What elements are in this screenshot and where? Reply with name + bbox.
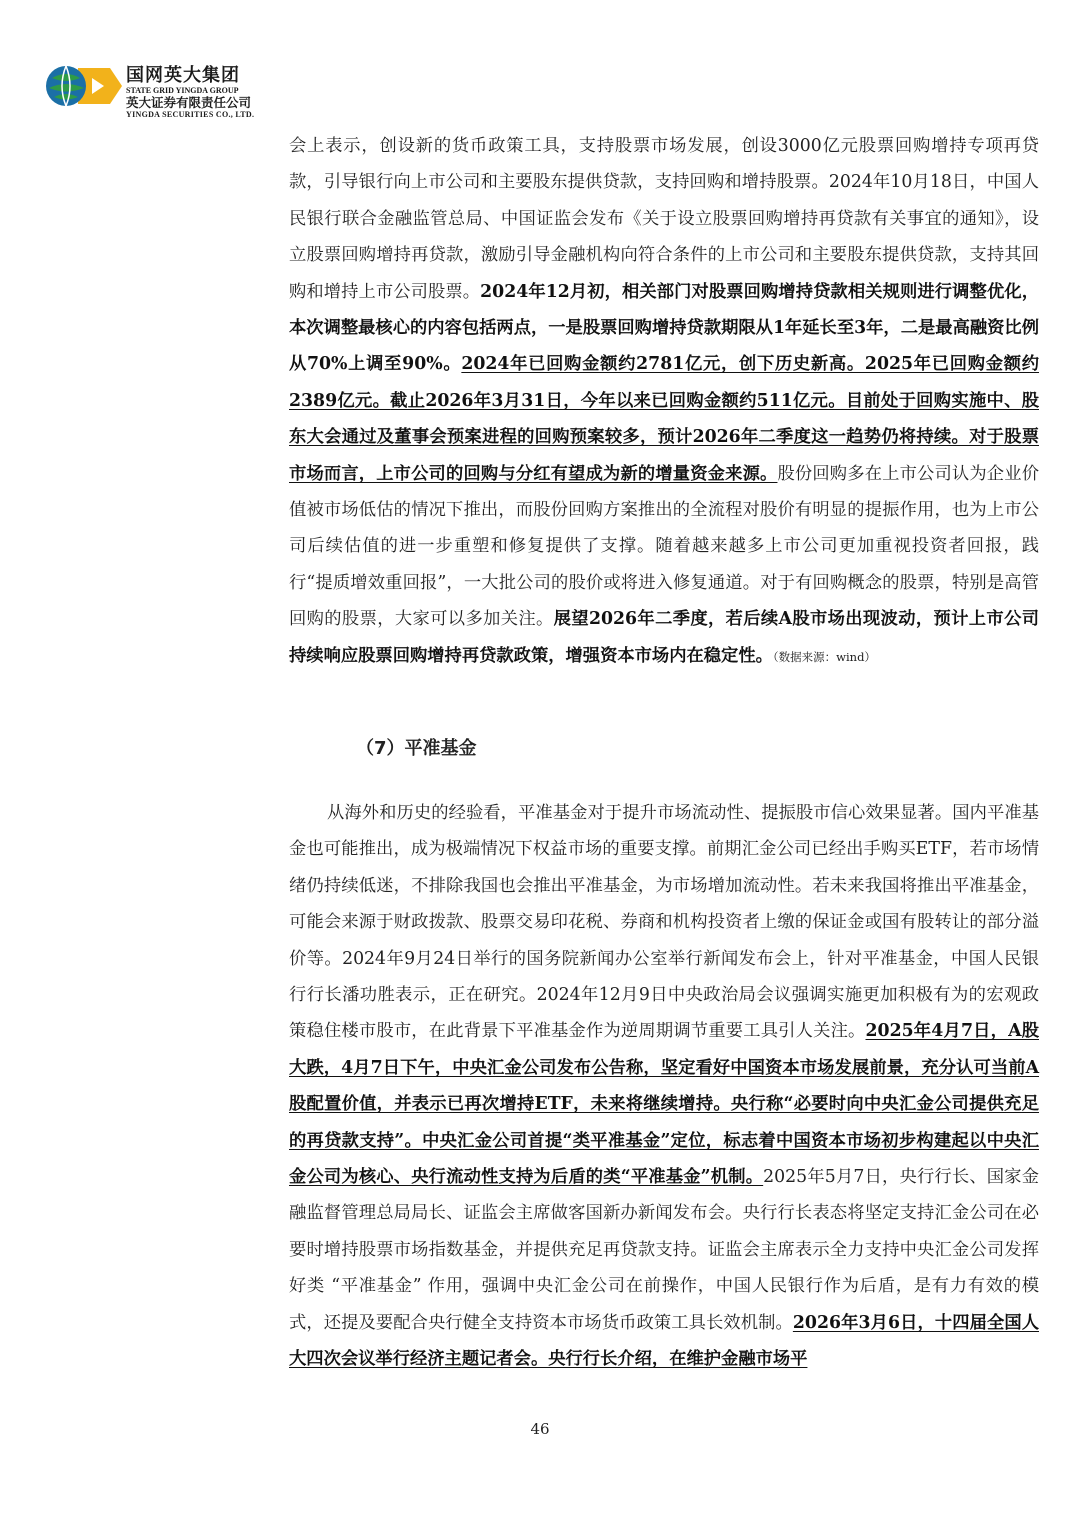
- globe-arrow-logo-icon: [44, 64, 124, 108]
- section-heading: （7）平准基金: [356, 738, 477, 759]
- bold-underlined-text: 2026年3月6日，十四届全国人大四次会议举行经济主题记者会。央行行长介绍，在维护金融市场平: [289, 1312, 1039, 1370]
- company-name-cn: 国网英大集团: [126, 65, 240, 86]
- data-source-note: （数据来源：wind）: [772, 649, 876, 664]
- text-span: 会上表示，创设新的货币政策工具，支持股票市场发展，创设3000亿元股票回购增持专项再贷款，引导银行向上市公司和主要股东提供贷款，支持回购和增持股票。2024年10月18日，中国人民银行联合金融监管总局、中国证监会发布《关于设立股票回购增持再贷款有关事宜的通知》，设立股票回购增持再贷款，激励引导金融机构向符合条件的上市公司和主要股东提供贷款，支持其回购和增持上市公司股票。: [289, 136, 1039, 302]
- company-logo: [44, 64, 304, 126]
- company-name-en: STATE GRID YINGDA GROUP: [126, 86, 239, 95]
- bold-text: 展望2026年二季度，若后续A股市场出现波动，预计上市公司持续响应股票回购增持再贷款政策，增强资本市场内在稳定性。: [289, 609, 1039, 666]
- body-content: [289, 128, 1039, 675]
- bold-text: 2024年12月初，相关部门对股票回购增持贷款相关规则进行调整优化，本次调整最核心的内容包括两点，一是股票回购增持贷款期限从1年延长至3年，二是最高融资比例从70%上调至90%。: [289, 281, 1039, 375]
- paragraph-stabilization-fund: [289, 795, 1039, 1378]
- paragraph-buyback: [289, 128, 1039, 675]
- text-span: 股份回购多在上市公司认为企业价值被市场低估的情况下推出，而股份回购方案推出的全流程对股价有明显的提振作用，也为上市公司后续估值的进一步重塑和修复提供了支撑。随着越来越多上市公司更加重视投资者回报，践行“提质增效重回报”，一大批公司的股价或将进入修复通道。对于有回购概念的股票，特别是高管回购的股票，大家可以多加关注。: [289, 463, 1039, 630]
- subsidiary-name-en: YINGDA SECURITIES CO., LTD.: [126, 110, 255, 119]
- text-span: 从海外和历史的经验看，平准基金对于提升市场流动性、提振股市信心效果显著。国内平准基金也可能推出，成为极端情况下权益市场的重要支撑。前期汇金公司已经出手购买ETF，若市场情绪仍持续低迷，不排除我国也会推出平准基金，为市场增加流动性。若未来我国将推出平准基金，可能会来源于财政拨款、股票交易印花税、券商和机构投资者上缴的保证金或国有股转让的部分溢价等。2024年9月24日举行的国务院新闻办公室举行新闻发布会上，针对平准基金，中国人民银行行长潘功胜表示，正在研究。2024年12月9日中央政治局会议强调实施更加积极有为的宏观政策稳住楼市股市，在此背景下平准基金作为逆周期调节重要工具引人关注。: [289, 803, 1039, 1042]
- text-span: 2025年5月7日，央行行长、国家金融监督管理总局局长、证监会主席做客国新办新闻发布会。央行行长表态将坚定支持汇金公司在必要时增持股票市场指数基金，并提供充足再贷款支持。证监会主席表示全力支持中央汇金公司发挥好类 “平准基金” 作用，强调中央汇金公司在前操作，中国人民银行作为后盾，是有力有效的模式，还提及要配合央行健全支持资本市场货币政策工具长效机制。: [289, 1167, 1039, 1333]
- page-number: 46: [530, 1420, 550, 1438]
- bold-underlined-text: 2024年已回购金额约2781亿元，创下历史新高。2025年已回购金额约2389亿元。: [289, 354, 1039, 411]
- bold-underlined-text: 截止2026年3月31日，今年以来已回购金额约511亿元。目前处于回购实施中、股东大会通过及董事会预案进程的回购预案较多，预计2026年二季度这一趋势仍将持续。对于股票市场而言，上市公司的回购与分红有望成为新的增量资金来源。: [289, 390, 1039, 484]
- bold-underlined-text: 2025年4月7日，A股大跌，4月7日下午，中央汇金公司发布公告称，坚定看好中国资本市场发展前景，充分认可当前A股配置价值，并表示已再次增持ETF，未来将继续增持。央行称“必要时向中央汇金公司提供充足的再贷款支持”。中央汇金公司首提“类平准基金”定位，标志着中国资本市场初步构建起以中央汇金公司为核心、央行流动性支持为后盾的类“平准基金”机制。: [289, 1021, 1039, 1188]
- subsidiary-name-cn: 英大证券有限责任公司: [126, 95, 252, 110]
